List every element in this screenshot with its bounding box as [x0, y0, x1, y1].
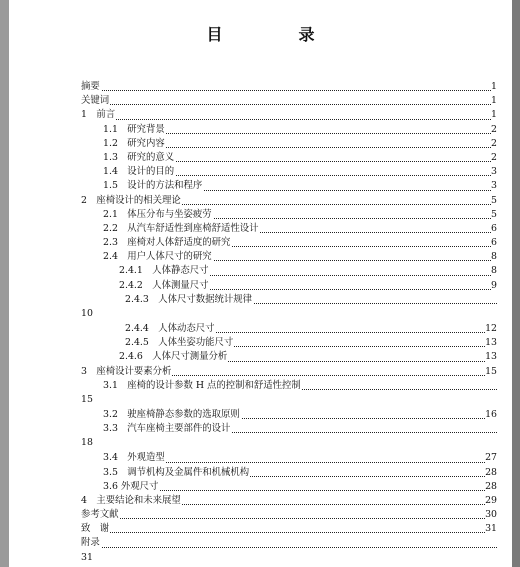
toc-entry-page: 3	[491, 165, 497, 179]
toc-entry[interactable]	[81, 379, 497, 393]
toc-entry-label: 附录	[81, 536, 101, 550]
toc-entry-label: 2.4.3 人体尺寸数据统计规律	[125, 293, 253, 307]
toc-leader-dots	[81, 532, 491, 533]
toc-entry-page: 2	[491, 151, 497, 165]
toc-entry-label: 15	[81, 393, 94, 407]
toc-entry-label: 3.6 外观尺寸	[103, 480, 159, 494]
page-edge-left	[0, 0, 9, 567]
toc-entry[interactable]	[81, 508, 497, 522]
toc-entry[interactable]	[81, 194, 497, 208]
toc-entry-page: 3	[491, 179, 497, 193]
toc-entry-label: 1 前言	[81, 108, 116, 122]
toc-entry[interactable]	[81, 179, 497, 193]
toc-entry[interactable]	[81, 322, 497, 336]
toc-entry[interactable]	[81, 350, 497, 364]
toc-entry-page: 5	[491, 194, 497, 208]
toc-entry[interactable]	[81, 80, 497, 94]
toc-entry-page: 13	[485, 336, 497, 350]
toc-entry-label: 2.4 用户人体尺寸的研究	[103, 250, 213, 264]
toc-entry-page: 8	[491, 250, 497, 264]
toc-entry[interactable]	[81, 293, 497, 307]
toc-entry-page: 31	[485, 522, 497, 536]
toc-entry-page: 28	[485, 480, 497, 494]
toc-entry[interactable]	[81, 108, 497, 122]
toc-entry-label: 3.4 外观造型	[103, 451, 166, 465]
toc-entry-label: 2.3 座椅对人体舒适度的研究	[103, 236, 231, 250]
toc-entry-label: 关键词	[81, 94, 110, 108]
toc-entry-label: 摘要	[81, 80, 101, 94]
toc-entry-label: 2.1 体压分布与坐姿疲劳	[103, 208, 213, 222]
toc-leader-dots	[103, 490, 491, 491]
toc-entry[interactable]	[81, 151, 497, 165]
toc-entry-label: 1.1 研究背景	[103, 123, 166, 137]
toc-entry-page: 12	[485, 322, 497, 336]
toc-entry-page: 27	[485, 451, 497, 465]
toc-entry[interactable]	[81, 451, 497, 465]
toc-leader-dots	[81, 90, 491, 91]
toc-entry-page: 13	[485, 350, 497, 364]
toc-entry-page: 1	[491, 80, 497, 94]
toc-entry[interactable]	[81, 137, 497, 151]
toc-entry-page: 1	[491, 108, 497, 122]
toc-entry-page: 6	[491, 236, 497, 250]
toc-entry-label: 3.3 汽车座椅主要部件的设计	[103, 422, 231, 436]
toc-leader-dots	[81, 104, 491, 105]
toc-entry-page: 6	[491, 222, 497, 236]
toc-entry[interactable]	[81, 264, 497, 278]
toc-entry[interactable]	[81, 494, 497, 508]
scrollbar-track[interactable]	[512, 0, 520, 567]
toc-entry-page: 5	[491, 208, 497, 222]
toc-entry-label: 2 座椅设计的相关理论	[81, 194, 182, 208]
toc-entry[interactable]	[81, 94, 497, 108]
toc-entry-label: 1.2 研究内容	[103, 137, 166, 151]
toc-leader-dots	[81, 547, 497, 548]
toc-entry[interactable]	[81, 307, 497, 322]
toc-entry-label: 18	[81, 436, 94, 450]
toc-entry[interactable]	[81, 336, 497, 350]
toc-entry-label: 3.1 座椅的设计参数 H 点的控制和舒适性控制	[103, 379, 302, 393]
toc-entry-page: 1	[491, 94, 497, 108]
toc-entry-page: 29	[485, 494, 497, 508]
table-of-contents	[81, 80, 497, 565]
toc-entry-label: 2.4.6 人体尺寸测量分析	[119, 350, 228, 364]
page-title: 目 录	[206, 25, 345, 44]
toc-entry-label: 4 主要结论和未来展望	[81, 494, 182, 508]
toc-entry[interactable]	[81, 250, 497, 264]
toc-entry-label: 2.4.5 人体坐姿功能尺寸	[125, 336, 234, 350]
toc-entry-label: 3 座椅设计要素分析	[81, 365, 172, 379]
toc-entry-page: 16	[485, 408, 497, 422]
toc-entry-label: 2.4.2 人体测量尺寸	[119, 279, 209, 293]
toc-entry[interactable]	[81, 551, 497, 565]
toc-entry-label: 2.4.4 人体动态尺寸	[125, 322, 215, 336]
toc-entry-label: 3.5 调节机构及金属件和机械机构	[103, 466, 250, 480]
toc-entry[interactable]	[81, 208, 497, 222]
toc-entry[interactable]	[81, 466, 497, 480]
toc-entry[interactable]	[81, 165, 497, 179]
toc-entry-page: 8	[491, 264, 497, 278]
toc-entry[interactable]	[81, 522, 497, 536]
toc-leader-dots	[81, 119, 491, 120]
document-page	[9, 0, 512, 567]
toc-entry[interactable]	[81, 393, 497, 408]
toc-entry-label: 参考文献	[81, 508, 120, 522]
toc-entry-label: 1.4 设计的目的	[103, 165, 175, 179]
toc-entry-label: 1.5 设计的方法和程序	[103, 179, 203, 193]
toc-entry-page: 30	[485, 508, 497, 522]
toc-entry[interactable]	[81, 279, 497, 293]
toc-entry[interactable]	[81, 222, 497, 236]
toc-entry-label: 10	[81, 307, 94, 321]
toc-entry-label: 31	[81, 551, 94, 565]
toc-entry[interactable]	[81, 123, 497, 137]
toc-entry[interactable]	[81, 536, 497, 550]
toc-entry[interactable]	[81, 365, 497, 379]
toc-entry-label: 致 谢	[81, 522, 110, 536]
toc-entry[interactable]	[81, 236, 497, 250]
toc-entry[interactable]	[81, 422, 497, 436]
toc-entry[interactable]	[81, 480, 497, 494]
toc-entry[interactable]	[81, 436, 497, 451]
toc-entry-label: 2.2 从汽车舒适性到座椅舒适性设计	[103, 222, 260, 236]
toc-entry-label: 2.4.1 人体静态尺寸	[119, 264, 209, 278]
toc-entry-page: 9	[491, 279, 497, 293]
toc-entry-page: 15	[485, 365, 497, 379]
toc-leader-dots	[81, 518, 491, 519]
toc-entry-page: 2	[491, 123, 497, 137]
toc-entry-page: 2	[491, 137, 497, 151]
toc-entry-page: 28	[485, 466, 497, 480]
toc-entry-label: 1.3 研究的意义	[103, 151, 175, 165]
toc-entry-label: 3.2 驶座椅静态参数的选取原则	[103, 408, 241, 422]
toc-entry[interactable]	[81, 408, 497, 422]
